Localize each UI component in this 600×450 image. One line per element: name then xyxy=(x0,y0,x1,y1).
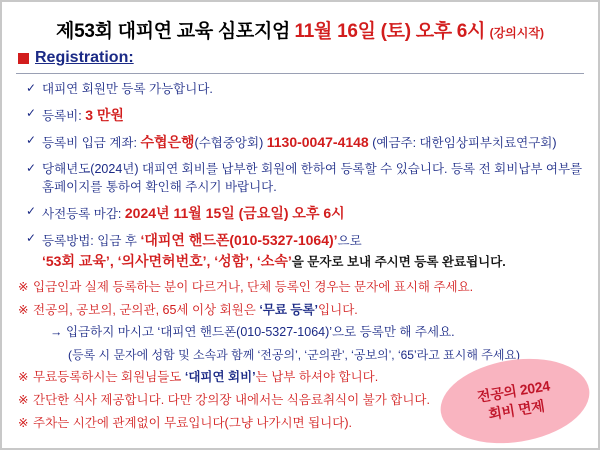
divider xyxy=(16,73,584,74)
asterisk-icon: ※ xyxy=(18,370,29,385)
note-subtext: (등록 시 문자에 성함 및 소속과 함께 ‘전공의’, ‘군의관’, ‘공보의’, ‘65’라고 표시해 주세요) xyxy=(68,348,521,363)
contact-phone: ‘대피연 핸드폰(010-5327-1064)’ xyxy=(140,232,338,249)
note-text-end: 는 납부 하셔야 합니다. xyxy=(255,370,379,385)
list-item xyxy=(26,160,584,196)
fee-value: 3 만원 xyxy=(85,107,124,124)
check-icon: ✓ xyxy=(26,133,37,148)
stamp-line-1: 전공의 2024 xyxy=(476,377,551,405)
note-text: 무료등록하시는 회원님들도 xyxy=(33,370,182,385)
sms-fields: ‘53회 교육’, ‘의사면허번호’, ‘성함’, ‘소속’ xyxy=(42,252,292,269)
check-icon: ✓ xyxy=(26,160,37,175)
account-number: 1130-0047-4148 xyxy=(266,134,369,151)
asterisk-icon: ※ xyxy=(18,302,29,317)
check-icon: ✓ xyxy=(26,81,37,95)
method-label: 등록방법: 입금 후 xyxy=(42,234,137,249)
arrow-icon: → xyxy=(50,325,63,340)
asterisk-icon: ※ xyxy=(18,392,29,407)
item-text: 대피연 회원만 등록 가능합니다. xyxy=(42,82,213,96)
title-main: 제53회 대피연 교육 심포지엄 xyxy=(56,21,291,42)
page-title xyxy=(16,16,584,43)
registration-label: Registration: xyxy=(35,49,134,66)
check-icon: ✓ xyxy=(26,231,37,246)
bank-name: 수협은행 xyxy=(140,134,195,151)
note-highlight: ‘무료 등록’ xyxy=(259,302,319,317)
note-item xyxy=(18,278,584,297)
list-item xyxy=(26,203,584,223)
note-text-end: 입니다. xyxy=(318,302,358,317)
asterisk-icon: ※ xyxy=(18,415,29,430)
method-suffix: 으로 xyxy=(337,234,362,249)
list-item xyxy=(26,132,584,152)
registration-heading xyxy=(18,49,584,67)
deadline-label: 사전등록 마감: xyxy=(42,206,122,221)
note-subitem xyxy=(50,323,584,342)
note-text: 전공의, 공보의, 군의관, 65세 이상 회원은 xyxy=(33,302,256,317)
list-item xyxy=(26,230,584,271)
bank-subname: (수협중앙회) xyxy=(194,136,264,151)
account-label: 등록비 입금 계좌: xyxy=(42,136,137,151)
item-text: 당해년도(2024년) 대피연 회비를 납부한 회원에 한하여 등록할 수 있습니다. 등록 전 회비납부 여부를 홈페이지를 통하여 확인해 주시기 바랍니다. xyxy=(42,161,583,194)
deadline-value: 2024년 11월 15일 (금요일) 오후 6시 xyxy=(124,204,345,221)
title-date: 11월 16일 (토) 오후 6시 xyxy=(294,21,486,42)
note-highlight: ‘대피연 회비’ xyxy=(184,370,256,385)
account-holder: (예금주: 대한임상피부치료연구회) xyxy=(372,136,557,151)
title-note: (강의시작) xyxy=(489,26,544,40)
red-square-icon xyxy=(18,53,29,64)
stamp-line-2: 회비 면제 xyxy=(487,397,546,423)
note-text: 주차는 시간에 관계없이 무료입니다(그냥 나가시면 됩니다). xyxy=(33,415,352,430)
sms-instruction: 을 문자로 보내 주시면 등록 완료됩니다. xyxy=(291,254,506,269)
fee-label: 등록비: xyxy=(42,109,82,124)
check-icon: ✓ xyxy=(26,203,37,218)
check-icon: ✓ xyxy=(26,106,37,121)
note-text: 간단한 식사 제공합니다. 다만 강의장 내에서는 식음료취식이 불가 합니다. xyxy=(33,392,430,407)
list-item xyxy=(26,80,584,98)
asterisk-icon: ※ xyxy=(18,279,29,294)
note-item xyxy=(18,301,584,320)
note-text: 입금인과 실제 등록하는 분이 다르거나, 단체 등록인 경우는 문자에 표시해 주세요. xyxy=(33,279,474,294)
list-item xyxy=(26,105,584,125)
note-subtext: 입금하지 마시고 ‘대피연 핸드폰(010-5327-1064)’으로 등록만 해 주세요. xyxy=(65,325,455,340)
